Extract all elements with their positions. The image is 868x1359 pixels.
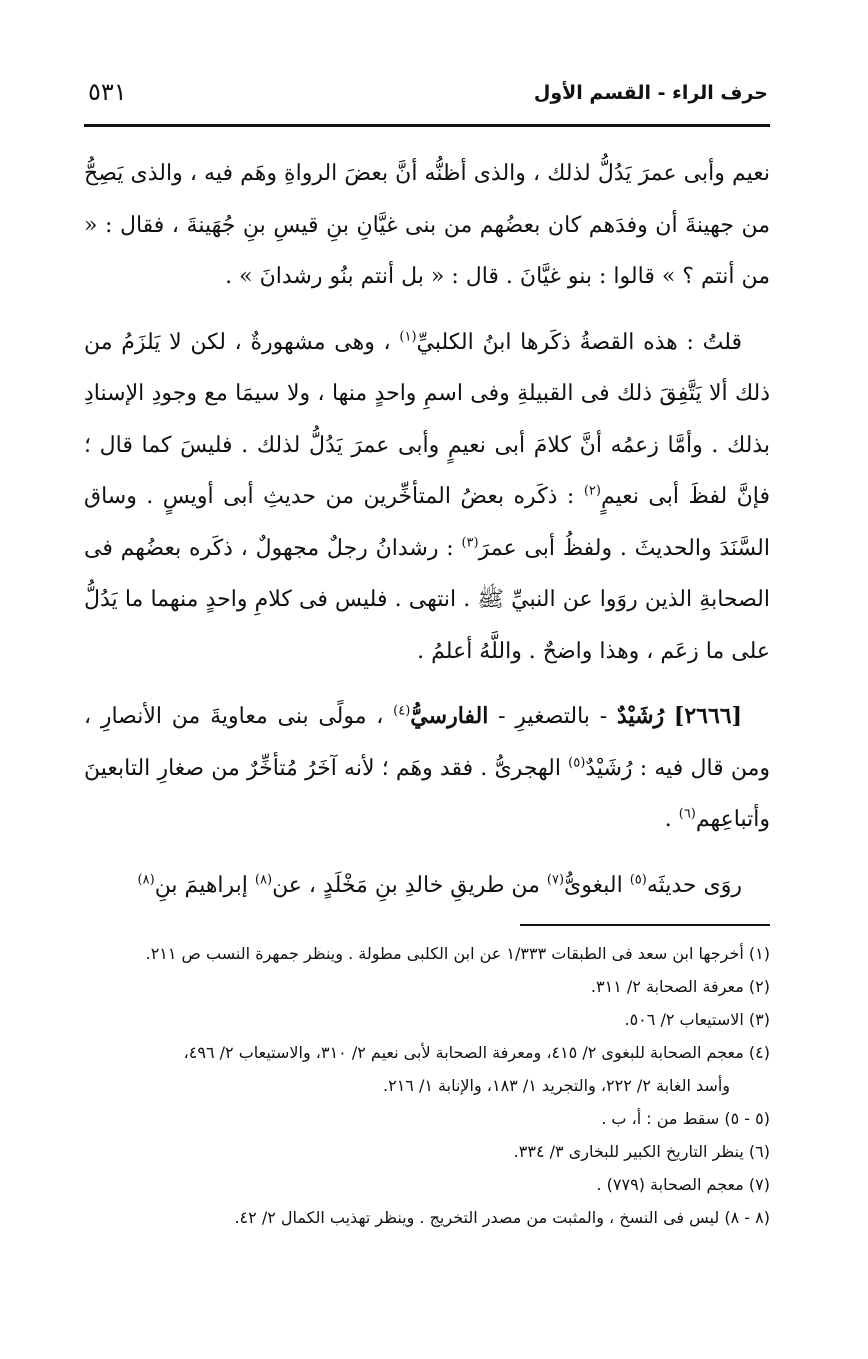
- footnote-marker: (٥ - ٥): [724, 1109, 770, 1128]
- text-line: ذلك ألا يَتَّفِقَ ذلك فى القبيلةِ وفى اسمِ واحدٍ منها ، ولا سيمَا مع وجودِ الإسنادِ: [84, 381, 770, 406]
- entry-qualifier: - بالتصغيرِ -: [498, 704, 608, 729]
- text-line: .: [664, 807, 672, 832]
- footnote-text: معجم الصحابة للبغوى ٢/ ٤١٥، ومعرفة الصحابة لأبى نعيم ٢/ ٣١٠، والاستيعاب ٢/ ٤٩٦،: [183, 1043, 744, 1062]
- text-line: يَدُلُّ على ما زعَم ، وهذا واضحٌ . واللَّهُ أعلمُ .: [84, 587, 770, 664]
- text-line: فإنَّ لفظَ أبى نعيمٍ: [600, 484, 771, 509]
- footnote-item: [84, 1168, 770, 1201]
- main-text: [84, 148, 770, 925]
- entry-nisba: الفارسيُّ: [410, 703, 489, 729]
- entry-name: رُشَيْدٌ: [616, 703, 665, 729]
- footnote-marker: (٤): [748, 1043, 770, 1062]
- text-line: من طريقِ خالدِ بنِ مَخْلَدٍ ، عن: [272, 872, 540, 898]
- text-line: : ذكَره بعضُ المتأخِّرين من حديثِ أبى أويسٍ . وساق: [84, 484, 575, 509]
- footnote-ref[interactable]: (٨): [137, 872, 155, 888]
- footnote-rule: [520, 924, 770, 926]
- entry-paragraph: [84, 691, 770, 846]
- footnote-marker: (٦): [748, 1142, 770, 1161]
- footnote-item: [84, 1003, 770, 1036]
- header-rule: [84, 124, 770, 127]
- footnote-marker: (٨ - ٨): [724, 1208, 770, 1227]
- footnote-marker: (٢): [748, 977, 770, 996]
- paragraph-1: [84, 148, 770, 303]
- footnote-item: [84, 1036, 770, 1102]
- text-line: ، وهى مشهورةٌ ، لكن لا يَلزَمُ من: [84, 329, 391, 355]
- footnote-ref[interactable]: (١): [399, 329, 417, 345]
- footnote-continuation: وأسد الغابة ٢/ ٢٢٢، والتجريد ١/ ١٨٣، والإنابة ١/ ٢١٦.: [383, 1076, 730, 1095]
- entry-number: [٢٦٦٦]: [673, 703, 743, 729]
- text-line: ، مولًى بنى معاويةَ من الأنصارِ ،: [84, 704, 384, 729]
- text-line: « من أنتم ؟ » قالوا : بنو غيَّانَ . قال : « بل أنتم بنُو رشدانَ » .: [84, 212, 770, 289]
- footnote-ref[interactable]: (٥): [568, 755, 586, 771]
- footnote-ref[interactable]: (٤): [393, 703, 411, 719]
- footnote-item: [84, 937, 770, 970]
- footnote-text: أخرجها ابن سعد فى الطبقات ١/٣٣٣ عن ابن الكلبى مطولة . وينظر جمهرة النسب ص ٢١١.: [145, 944, 744, 963]
- footnote-ref[interactable]: (٢): [583, 483, 601, 499]
- footnote-item: [84, 970, 770, 1003]
- footnote-item: [84, 1135, 770, 1168]
- text-line: : رشدانُ رجلٌ مجهولٌ ، ذكَره بعضُهم فى: [84, 535, 454, 561]
- running-head: حرف الراء - القسم الأول: [533, 82, 768, 104]
- text-line: من جهينةَ أن وفدَهم كان بعضُهم من بنى غيَّانِ بنِ قيسِ بنِ جُهَينةَ ، فقال :: [105, 212, 771, 238]
- footnote-ref[interactable]: (٣): [461, 535, 479, 551]
- footnote-marker: (٧): [748, 1175, 770, 1194]
- text-line: ومن قال فيه : رُشَيْدٌ: [585, 755, 770, 781]
- text-line: قلتُ : هذه القصةُ ذكَرها ابنُ الكلبيِّ: [416, 329, 743, 355]
- paragraph-2: [84, 317, 770, 678]
- text-line: بذلك . وأمَّا زعمُه أنَّ كلامَ أبى نعيمٍ وأبى عمرَ يَدُلُّ لذلك . فليسَ كما قال ؛: [84, 432, 770, 458]
- paragraph-4: [84, 860, 770, 912]
- footnote-text: سقط من : أ، ب .: [601, 1109, 720, 1128]
- page-header: [88, 78, 768, 118]
- footnote-marker: (١): [748, 944, 770, 963]
- text-line: وأتباعِهم: [695, 807, 770, 832]
- page-number: ٥٣١: [88, 78, 127, 106]
- footnote-text: ينظر التاريخ الكبير للبخارى ٣/ ٣٣٤.: [513, 1142, 744, 1161]
- footnote-text: معجم الصحابة (٧٧٩) .: [596, 1175, 744, 1194]
- footnote-item: [84, 1102, 770, 1135]
- footnote-ref[interactable]: (٦): [678, 806, 696, 822]
- text-line: البغوىُّ: [564, 872, 623, 898]
- footnote-ref[interactable]: (٨): [254, 872, 273, 888]
- text-line: الهجرىُّ . فقد وهَم ؛ لأنه آخَرُ مُتأخِّرٌ من صغارِ التابعينَ: [84, 755, 561, 781]
- footnote-text: معرفة الصحابة ٢/ ٣١١.: [590, 977, 744, 996]
- footnote-text: ليس فى النسخ ، والمثبت من مصدر التخريج . وينظر تهذيب الكمال ٢/ ٤٢.: [234, 1208, 720, 1227]
- footnote-ref[interactable]: (٧): [546, 872, 565, 888]
- footnote-text: الاستيعاب ٢/ ٥٠٦.: [624, 1010, 744, 1029]
- footnote-marker: (٣): [748, 1010, 770, 1029]
- text-line: السَّنَدَ والحديثَ . ولفظُ أبى عمرَ: [478, 535, 770, 561]
- text-line: نعيم وأبى عمرَ يَدُلُّ لذلك ، والذى أظنُّه أنَّ بعضَ الرواةِ وهَم فيه ، والذى يَصِحُّ: [84, 161, 770, 186]
- text-line: روَى حديثَه: [646, 872, 742, 898]
- footnote-ref[interactable]: (٥): [629, 872, 647, 888]
- text-line: إبراهيمَ بنِ: [154, 872, 248, 898]
- text-line: الصحابةِ الذين روَوا عن النبيِّ ﷺ . انتهى . فليس فى كلامِ واحدٍ منهما ما: [124, 587, 770, 612]
- footnotes: [84, 937, 770, 1234]
- footnote-item: [84, 1201, 770, 1234]
